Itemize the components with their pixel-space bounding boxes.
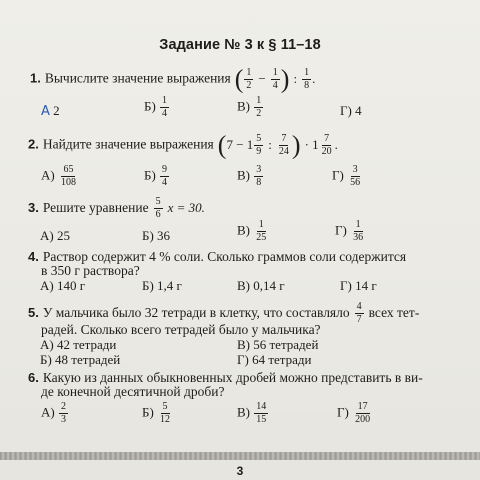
question-text: Раствор содержит 4 % соли. Сколько граммов соли содержится (42, 249, 407, 264)
question-text: Решите уравнение (42, 200, 149, 216)
option-b: Б) 36 (142, 228, 171, 243)
question-number: 1. (30, 70, 41, 86)
question-number: 3. (28, 200, 39, 216)
question-text-line2: де конечной десятичной дроби? (41, 384, 225, 399)
page-edge-strip (0, 452, 480, 460)
option-c: В) $\frac{14}{15}$ (237, 401, 267, 425)
question-text: Найдите значение выражения (42, 136, 214, 152)
question-text: У мальчика было 32 тетради в клетку, что составляло (42, 305, 350, 321)
option-a: А) $\frac{2}{3}$ (41, 401, 66, 425)
option-a: А) 140 г (40, 278, 86, 293)
option-b: Б) $\frac{1}{4}$ (144, 95, 168, 119)
handwritten-mark: А (41, 104, 50, 119)
question-3: 3. Решите уравнение $\frac{5}{6}$ x = 30. (28, 196, 205, 220)
question-text-line2: радей. Сколько всего тетрадей было у мальчика? (41, 322, 321, 337)
question-number: 4. (28, 249, 39, 264)
option-d: Г) $\frac{17}{200}$ (337, 401, 371, 425)
page-number: 3 (236, 464, 244, 478)
option-b: Б) $\frac{9}{4}$ (144, 164, 168, 188)
option-d: Г) 14 г (340, 278, 377, 293)
option-d: Г) 4 (340, 103, 362, 118)
option-d: Г) $\frac{3}{56}$ (332, 164, 361, 188)
page-title: Задание № 3 к § 11–18 (159, 37, 321, 53)
question-number: 5. (28, 305, 39, 321)
option-c: В) $\frac{1}{2}$ (237, 95, 262, 119)
question-1 (30, 66, 315, 92)
option-c: В) $\frac{1}{25}$ (237, 219, 267, 243)
option-a: А) 42 тетради (40, 337, 117, 352)
expression: ( $\frac{1}{2}$ − $\frac{1}{4}$ ) : $\frac{1}{8}$ . (234, 64, 316, 93)
question-text-line2: в 350 г раствора? (41, 263, 140, 278)
option-a: А) 25 (40, 228, 70, 243)
option-c: В) 0,14 г (237, 278, 285, 293)
option-c: В) $\frac{3}{8}$ (237, 164, 262, 188)
question-number: 2. (28, 136, 39, 152)
option-b: Б) $\frac{5}{12}$ (142, 401, 171, 425)
option-d: Г) 64 тетради (237, 352, 312, 367)
question-2 (28, 132, 338, 158)
option-b: Б) 48 тетрадей (40, 352, 121, 367)
option-c: В) 56 тетрадей (237, 337, 319, 352)
option-a: А 2 (41, 103, 60, 119)
question-text: Вычислите значение выражения (44, 70, 231, 86)
question-text: Какую из данных обыкновенных дробей можно представить в ви- (42, 370, 423, 385)
option-d: Г) $\frac{1}{36}$ (335, 219, 364, 243)
question-5: 5. У мальчика было 32 тетради в клетку, что составляло $\frac{4}{7}$ всех тет- (28, 301, 420, 325)
expression: (7 − 1 $\frac{5}{9}$ : $\frac{7}{24}$ ) · 1 $\frac{7}{20}$ . (217, 130, 338, 159)
option-a: А) $\frac{65}{108}$ (41, 164, 76, 188)
option-b: Б) 1,4 г (142, 278, 182, 293)
question-number: 6. (28, 370, 39, 385)
